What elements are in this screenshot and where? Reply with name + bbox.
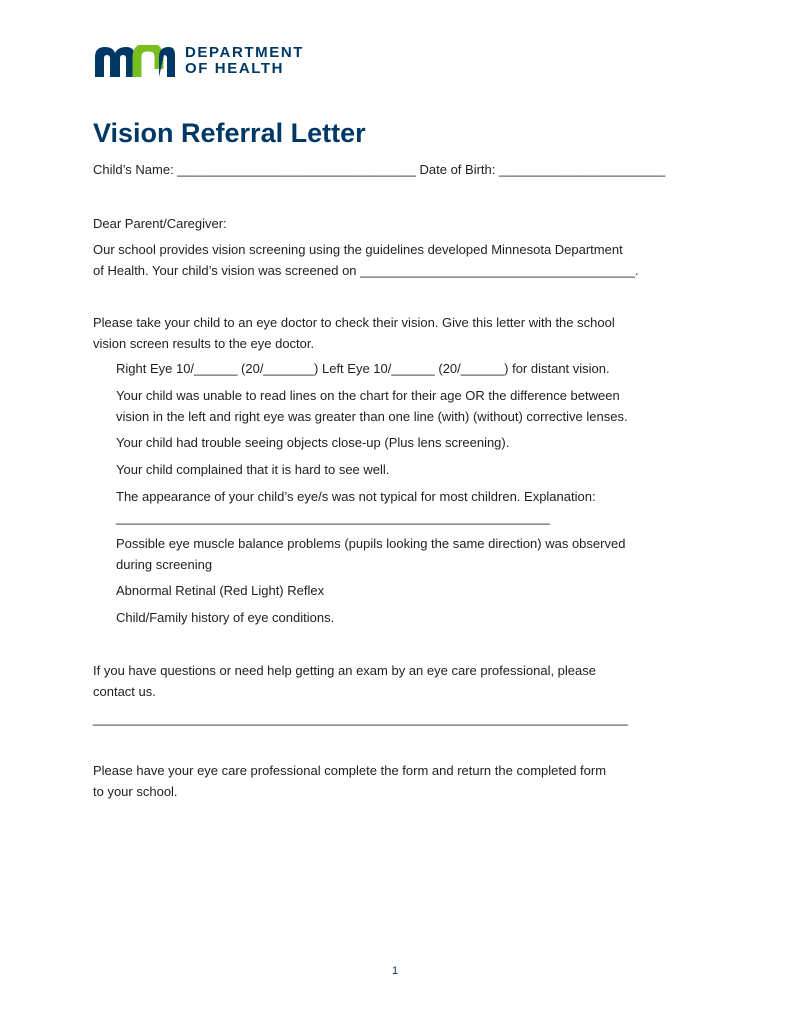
item-appearance-line-1: The appearance of your child’s eye/s was not typical for most children. Explanation: [116, 489, 596, 504]
mn-department-of-health-logo [93, 45, 333, 81]
item-complained: Your child complained that it is hard to see well. [116, 462, 390, 477]
item-family-history: Child/Family history of eye conditions. [116, 610, 335, 625]
salutation: Dear Parent/Caregiver: [93, 216, 227, 231]
item-eye-acuity: Right Eye 10/______ (20/_______) Left Eye 10/______ (20/______) for distant vision. [116, 361, 610, 376]
item-unable-read-line-1: Your child was unable to read lines on the chart for their age OR the difference between [116, 388, 620, 403]
form-instruction-line-2: to your school. [93, 784, 178, 799]
contact-line: __________________________________________________________________________ [93, 711, 629, 726]
logo-text [185, 45, 304, 77]
item-muscle-balance-line-2: during screening [116, 557, 213, 572]
paragraph-1-line-1: Our school provides vision screening using the guidelines developed Minnesota Department [93, 242, 623, 257]
form-instruction-line-1: Please have your eye care professional complete the form and return the completed form [93, 763, 607, 778]
mn-logo-icon [93, 45, 177, 79]
child-name-field: Child’s Name: _________________________________ Date of Birth: _______________________ [93, 162, 666, 177]
questions-line-1: If you have questions or need help getting an exam by an eye care professional, please [93, 663, 596, 678]
page-title: Vision Referral Letter [93, 118, 366, 148]
logo-line-1: DEPARTMENT [185, 44, 305, 61]
page-number: 1 [391, 965, 399, 977]
item-retinal-reflex: Abnormal Retinal (Red Light) Reflex [116, 583, 325, 598]
item-muscle-balance-line-1: Possible eye muscle balance problems (pupils looking the same direction) was observed [116, 536, 626, 551]
item-close-up: Your child had trouble seeing objects close-up (Plus lens screening). [116, 435, 510, 450]
paragraph-2-line-1: Please take your child to an eye doctor to check their vision. Give this letter with the school [93, 315, 615, 330]
paragraph-1-line-2: of Health. Your child’s vision was screened on ______________________________________. [93, 263, 639, 278]
logo-line-2: OF HEALTH [185, 60, 285, 77]
item-appearance-line-2: ____________________________________________________________ [116, 510, 550, 525]
questions-line-2: contact us. [93, 684, 156, 699]
item-unable-read-line-2: vision in the left and right eye was greater than one line (with) (without) corrective lenses. [116, 409, 628, 424]
paragraph-2-line-2: vision screen results to the eye doctor. [93, 336, 315, 351]
